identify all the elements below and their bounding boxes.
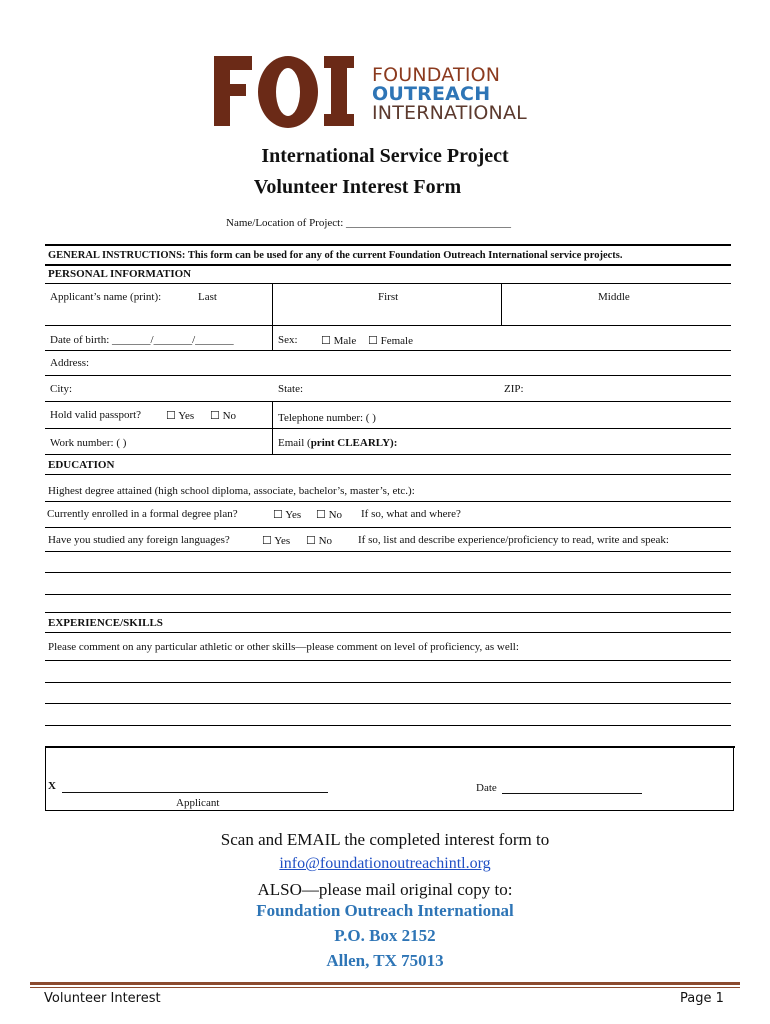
divider xyxy=(45,474,731,475)
work-number-field[interactable]: Work number: ( ) xyxy=(50,437,127,449)
form-title: International Service Project xyxy=(261,145,509,167)
scan-email-instruction: Scan and EMAIL the completed interest form to xyxy=(220,830,550,849)
signature-x-mark: X xyxy=(48,780,56,792)
divider xyxy=(45,632,731,633)
passport-label: Hold valid passport? xyxy=(50,409,142,421)
email-field[interactable] xyxy=(278,437,397,449)
city-state-zip: Allen, TX 75013 xyxy=(326,951,444,970)
languages-no-checkbox[interactable]: ☐ No xyxy=(306,535,333,547)
divider xyxy=(501,284,502,326)
last-name-field[interactable]: Last xyxy=(198,291,217,303)
enrolled-yes-checkbox[interactable]: ☐ Yes xyxy=(273,509,302,521)
passport-no-checkbox[interactable]: ☐ No xyxy=(210,410,237,422)
footer-rule xyxy=(30,982,740,985)
footer-page-number: Page 1 xyxy=(680,991,724,1006)
telephone-field[interactable]: Telephone number: ( ) xyxy=(278,412,376,424)
email-label: Email ( xyxy=(278,437,311,449)
passport-yes-checkbox[interactable]: ☐ Yes xyxy=(166,410,195,422)
writing-line[interactable] xyxy=(45,703,731,704)
logo-wordmark xyxy=(372,66,527,123)
logo-line-international: INTERNATIONAL xyxy=(372,102,527,124)
divider xyxy=(45,350,731,351)
sex-female-checkbox[interactable]: ☐ Female xyxy=(368,335,413,347)
writing-line[interactable] xyxy=(45,682,731,683)
po-box: P.O. Box 2152 xyxy=(334,926,436,945)
divider xyxy=(45,501,731,502)
divider xyxy=(45,612,731,613)
highest-degree-field[interactable]: Highest degree attained (high school diploma, associate, bachelor’s, master’s, etc.): xyxy=(48,485,415,497)
mail-copy-instruction: ALSO—please mail original copy to: xyxy=(257,880,513,899)
divider xyxy=(45,401,731,402)
logo-line-outreach: OUTREACH xyxy=(372,83,491,105)
divider xyxy=(272,326,273,350)
project-name-field[interactable]: Name/Location of Project: ______________________________ xyxy=(226,217,512,229)
enrolled-label: Currently enrolled in a formal degree plan? xyxy=(47,508,238,520)
logo-line-foundation: FOUNDATION xyxy=(372,64,501,86)
email-label-emphasis: print CLEARLY): xyxy=(310,437,398,449)
divider xyxy=(45,527,731,528)
date-signature-line[interactable] xyxy=(502,793,642,794)
date-label: Date xyxy=(476,782,497,794)
foi-logo-mark xyxy=(212,52,362,130)
divider xyxy=(272,284,273,326)
contact-email-wrapper xyxy=(0,855,770,873)
divider xyxy=(45,264,731,266)
divider xyxy=(45,244,731,246)
sex-male-checkbox[interactable]: ☐ Male xyxy=(321,335,357,347)
address-field[interactable]: Address: xyxy=(50,357,90,369)
divider xyxy=(45,325,731,326)
divider xyxy=(45,283,731,284)
city-field[interactable]: City: xyxy=(50,383,73,395)
writing-line[interactable] xyxy=(45,660,731,661)
section-experience-skills: EXPERIENCE/SKILLS xyxy=(48,617,163,629)
contact-email-link[interactable]: info@foundationoutreachintl.org xyxy=(279,855,491,872)
languages-detail-field[interactable]: If so, list and describe experience/proficiency to read, write and speak: xyxy=(358,534,669,546)
foi-logo xyxy=(212,52,362,130)
writing-line[interactable] xyxy=(45,572,731,573)
zip-field[interactable]: ZIP: xyxy=(504,383,524,395)
section-personal-information: PERSONAL INFORMATION xyxy=(48,268,192,280)
signature-box-left xyxy=(45,746,46,810)
applicant-signature-line[interactable] xyxy=(62,792,328,793)
divider xyxy=(45,428,731,429)
signature-box-right xyxy=(733,748,734,810)
enrolled-no-checkbox[interactable]: ☐ No xyxy=(316,509,343,521)
divider xyxy=(45,454,731,455)
signature-box-top xyxy=(45,746,735,748)
writing-line[interactable] xyxy=(45,725,731,726)
state-field[interactable]: State: xyxy=(278,383,304,395)
first-name-field[interactable]: First xyxy=(378,291,399,303)
divider xyxy=(45,551,731,552)
applicant-label: Applicant xyxy=(176,797,220,809)
middle-name-field[interactable]: Middle xyxy=(598,291,630,303)
footer-rule-thin xyxy=(30,987,740,988)
form-subtitle: Volunteer Interest Form xyxy=(253,176,462,198)
divider xyxy=(45,375,731,376)
languages-label: Have you studied any foreign languages? xyxy=(48,534,230,546)
signature-box-bottom xyxy=(45,810,734,811)
languages-yes-checkbox[interactable]: ☐ Yes xyxy=(262,535,291,547)
writing-line[interactable] xyxy=(45,594,731,595)
org-name: Foundation Outreach International xyxy=(256,901,514,920)
general-instructions: GENERAL INSTRUCTIONS: This form can be used for any of the current Foundation Outreach International service projects. xyxy=(48,250,623,261)
enrolled-where-field[interactable]: If so, what and where? xyxy=(361,508,461,520)
footer-title: Volunteer Interest xyxy=(44,991,161,1006)
applicant-name-label: Applicant’s name (print): xyxy=(50,291,162,303)
date-of-birth-field[interactable]: Date of birth: _______/_______/_______ xyxy=(50,334,234,346)
section-education: EDUCATION xyxy=(48,459,115,471)
skills-prompt: Please comment on any particular athletic or other skills—please comment on level of proficiency, as well: xyxy=(48,641,519,653)
sex-label: Sex: xyxy=(278,334,298,346)
